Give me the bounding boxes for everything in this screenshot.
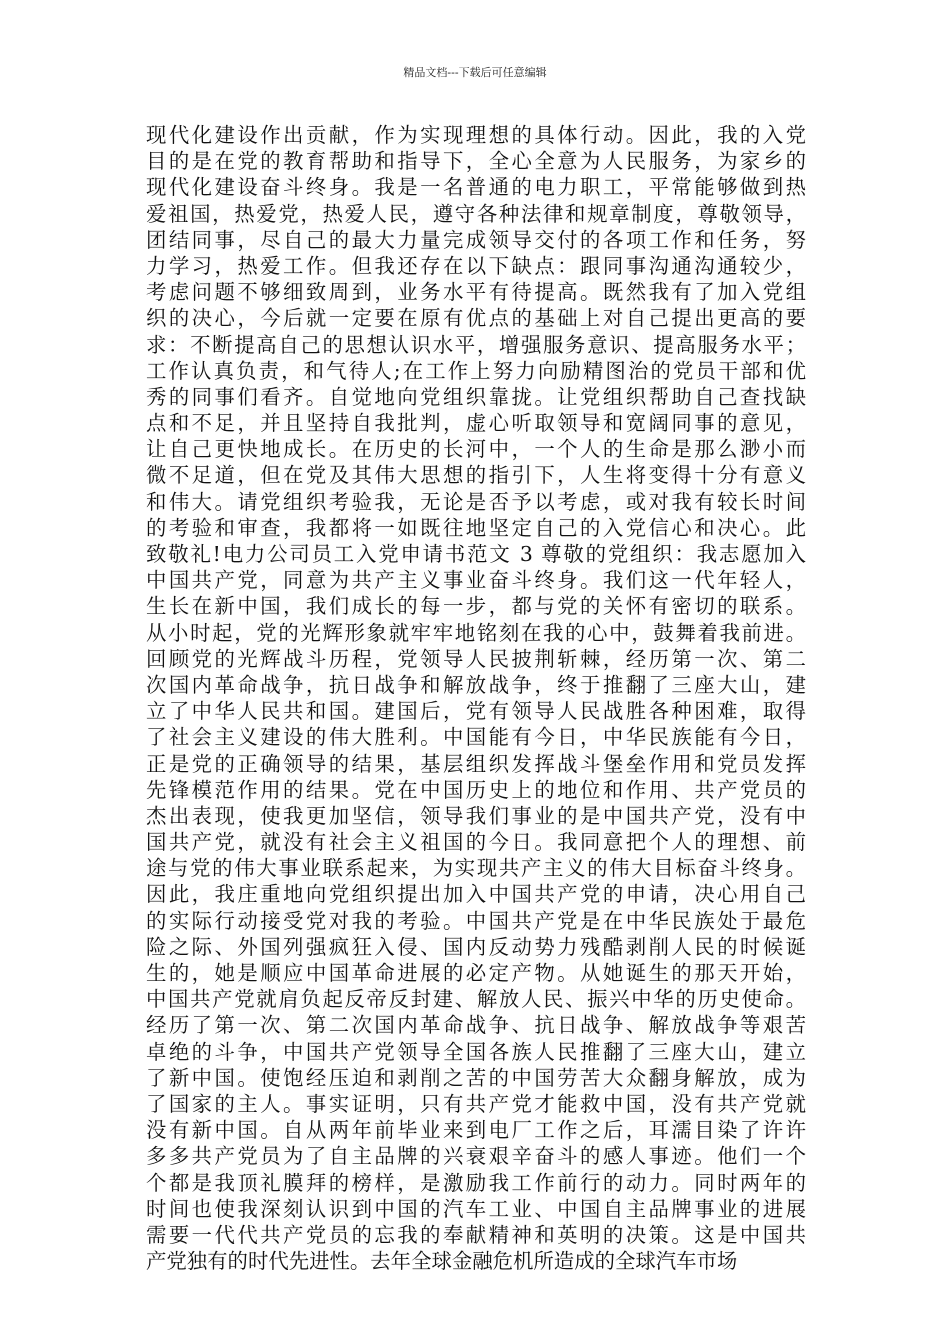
text-line: 考虑问题不够细致周到，业务水平有待提高。既然我有了加入党组 <box>146 280 806 305</box>
text-line: 了社会主义建设的伟大胜利。中国能有今日，中华民族能有今日， <box>146 725 806 750</box>
text-line: 的实际行动接受党对我的考验。中国共产党是在中华民族处于最危 <box>146 908 806 933</box>
text-line: 和伟大。请党组织考验我，无论是否予以考虑，或对我有较长时间 <box>146 489 806 514</box>
text-line: 生长在新中国，我们成长的每一步，都与党的关怀有密切的联系。 <box>146 594 806 619</box>
text-line: 回顾党的光辉战斗历程，党领导人民披荆斩棘，经历第一次、第二 <box>146 646 806 671</box>
text-line: 织的决心，今后就一定要在原有优点的基础上对自己提出更高的要 <box>146 306 806 331</box>
text-line: 微不足道，但在党及其伟大思想的指引下，人生将变得十分有意义 <box>146 463 806 488</box>
text-line: 让自己更快地成长。在历史的长河中，一个人的生命是那么渺小而 <box>146 437 806 462</box>
body-text <box>146 122 806 1274</box>
text-line: 爱祖国，热爱党，热爱人民，遵守各种法律和规章制度，尊敬领导， <box>146 201 806 226</box>
text-line: 立了中华人民共和国。建国后，党有领导人民战胜各种困难，取得 <box>146 699 806 724</box>
text-line: 产党独有的时代先进性。去年全球金融危机所造成的全球汽车市场 <box>146 1249 738 1274</box>
text-line: 生的，她是顺应中国革命进展的必定产物。从她诞生的那天开始， <box>146 961 806 985</box>
text-line: 卓绝的斗争，中国共产党领导全国各族人民推翻了三座大山，建立 <box>146 1039 806 1064</box>
text-line: 现代化建设作出贡献，作为实现理想的具体行动。因此，我的入党 <box>146 123 806 147</box>
text-line: 经历了第一次、第二次国内革命战争、抗日战争、解放战争等艰苦 <box>146 1013 806 1038</box>
text-line: 次国内革命战争，抗日战争和解放战争，终于推翻了三座大山，建 <box>146 672 806 697</box>
text-line: 国共产党，就没有社会主义祖国的今日。我同意把个人的理想、前 <box>146 830 806 855</box>
text-line: 秀的同事们看齐。自觉地向党组织靠拢。让党组织帮助自己查找缺 <box>146 384 806 409</box>
text-line: 了新中国。使饱经压迫和剥削之苦的中国劳苦大众翻身解放，成为 <box>146 1065 806 1090</box>
text-line: 没有新中国。自从两年前毕业来到电厂工作之后，耳濡目染了许许 <box>146 1118 806 1143</box>
text-line: 求：不断提高自己的思想认识水平，增强服务意识、提高服务水平； <box>146 332 806 357</box>
text-line: 的考验和审查，我都将一如既往地坚定自己的入党信心和决心。此 <box>146 515 806 540</box>
text-line: 险之际、外国列强疯狂入侵、国内反动势力残酷剥削人民的时候诞 <box>146 934 806 959</box>
text-line: 因此，我庄重地向党组织提出加入中国共产党的申请，决心用自己 <box>146 882 806 907</box>
text-line: 致敬礼!电力公司员工入党申请书范文 3 尊敬的党组织：我志愿加入 <box>146 542 806 566</box>
text-line: 工作认真负责，和气待人;在工作上努力向励精图治的党员干部和优 <box>146 358 806 383</box>
text-line: 力学习，热爱工作。但我还存在以下缺点：跟同事沟通沟通较少， <box>146 253 806 278</box>
text-line: 杰出表现，使我更加坚信，领导我们事业的是中国共产党，没有中 <box>146 803 806 828</box>
text-line: 中国共产党就肩负起反帝反封建、解放人民、振兴中华的历史使命。 <box>146 987 806 1012</box>
text-line: 团结同事，尽自己的最大力量完成领导交付的各项工作和任务，努 <box>146 227 806 252</box>
text-line: 从小时起，党的光辉形象就牢牢地铭刻在我的心中，鼓舞着我前进。 <box>146 620 806 645</box>
text-line: 时间也使我深刻认识到中国的汽车工业、中国自主品牌事业的进展 <box>146 1196 806 1221</box>
text-line: 需要一代代共产党员的忘我的奉献精神和英明的决策。这是中国共 <box>146 1222 806 1247</box>
text-line: 正是党的正确领导的结果，基层组织发挥战斗堡垒作用和党员发挥 <box>146 751 806 776</box>
text-line: 个都是我顶礼膜拜的榜样，是激励我工作前行的动力。同时两年的 <box>146 1170 806 1195</box>
text-line: 目的是在党的教育帮助和指导下，全心全意为人民服务，为家乡的 <box>146 149 806 174</box>
text-line: 了国家的主人。事实证明，只有共产党才能救中国，没有共产党就 <box>146 1091 806 1116</box>
text-line: 多多共产党员为了自主品牌的兴衰艰辛奋斗的感人事迹。他们一个 <box>146 1144 806 1169</box>
text-line: 现代化建设奋斗终身。我是一名普通的电力职工，平常能够做到热 <box>146 175 806 200</box>
text-line: 先锋模范作用的结果。党在中国历史上的地位和作用、共产党员的 <box>146 777 806 802</box>
page-header: 精品文档---下载后可任意编辑 <box>403 66 547 79</box>
text-line: 途与党的伟大事业联系起来，为实现共产主义的伟大目标奋斗终身。 <box>146 856 806 881</box>
text-line: 中国共产党，同意为共产主义事业奋斗终身。我们这一代年轻人， <box>146 568 806 593</box>
text-line: 点和不足，并且坚持自我批判，虚心听取领导和宽阔同事的意见， <box>146 411 806 436</box>
